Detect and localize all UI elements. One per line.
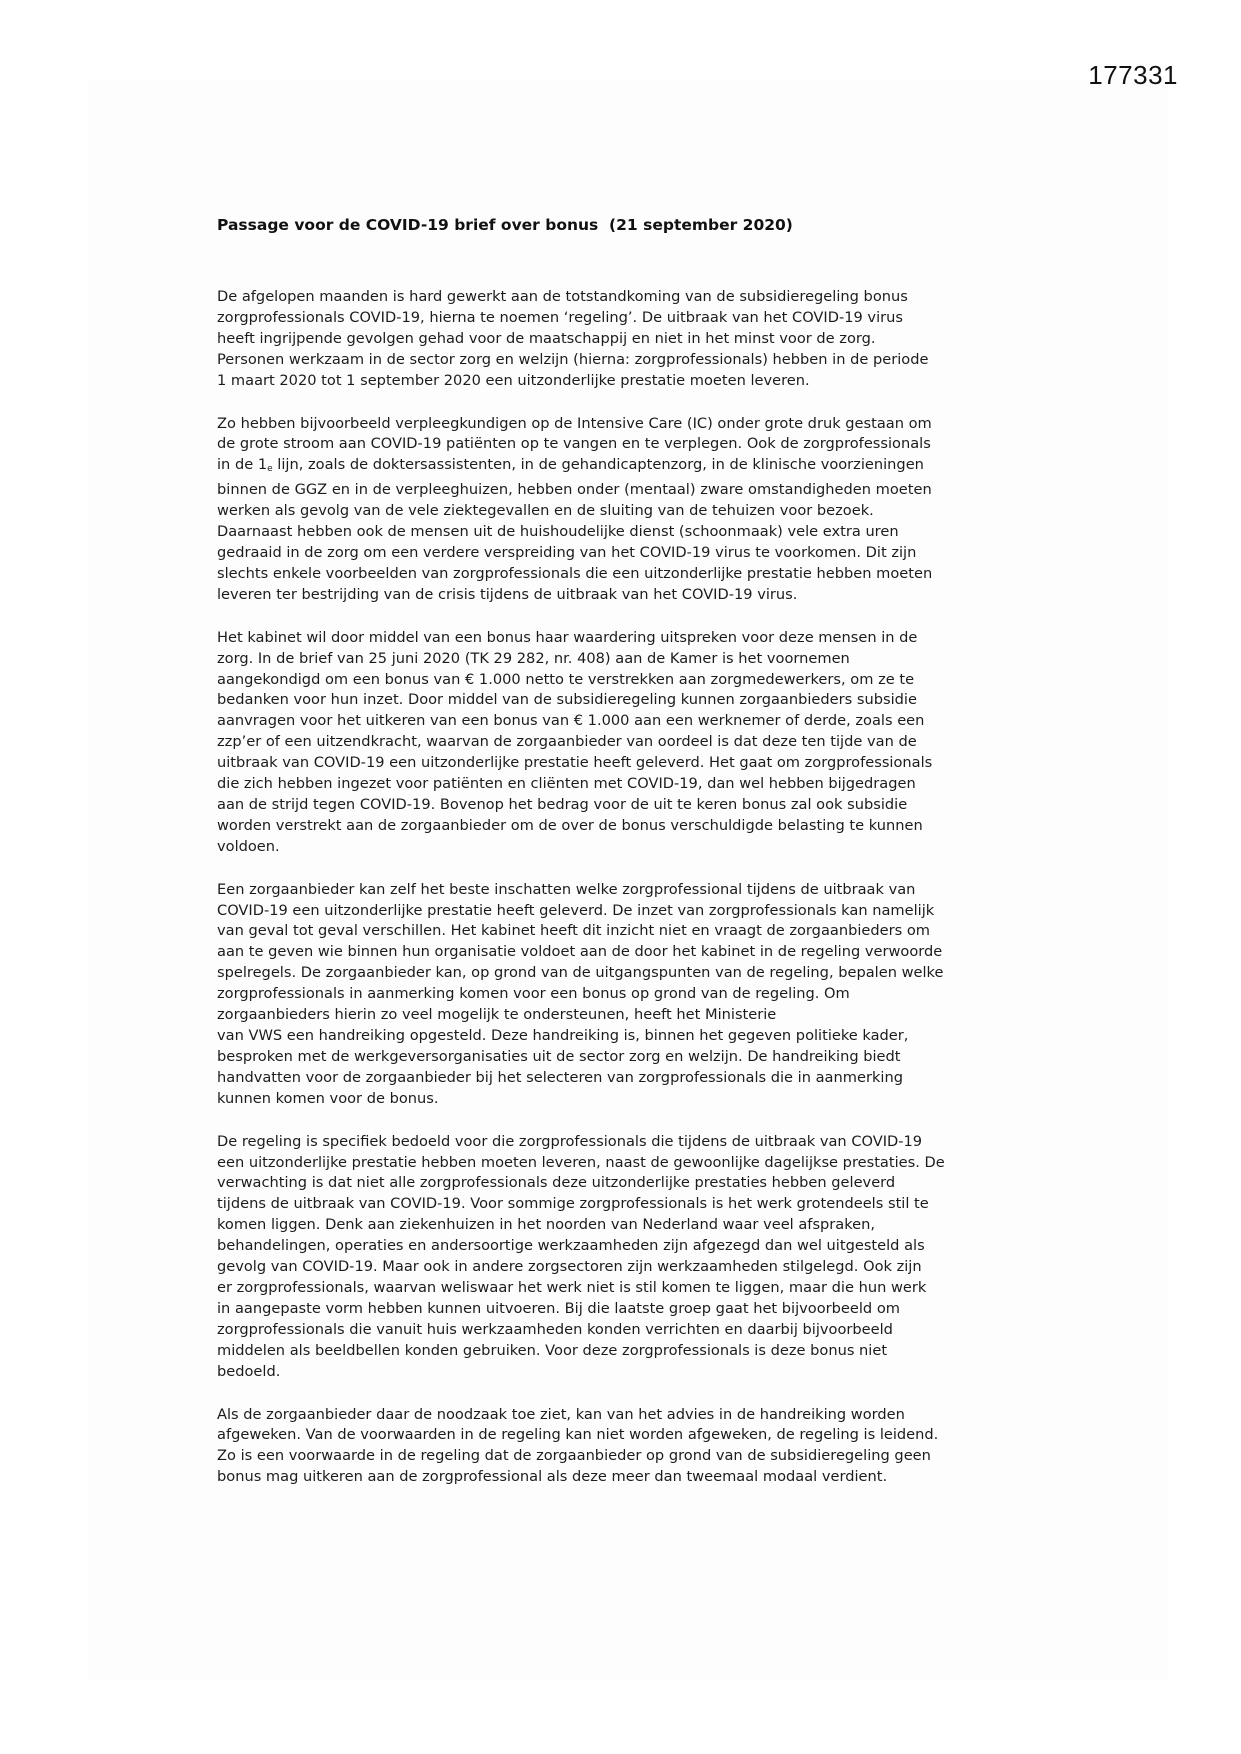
paragraph-line: leveren ter bestrijding van de crisis tijdens de uitbraak van het COVID-19 virus. (217, 585, 798, 603)
paragraph-line: De afgelopen maanden is hard gewerkt aan de totstandkoming van de subsidieregeling bonus (217, 288, 908, 305)
paragraph (217, 287, 1032, 392)
paragraph-line: de grote stroom aan COVID-19 patiënten op te vangen en te verplegen. Ook de zorgprofessionals (217, 435, 931, 453)
paragraph-line: Zo is een voorwaarde in de regeling dat de zorgaanbieder op grond van de subsidieregeling geen (217, 1447, 931, 1465)
paragraph (217, 1132, 1032, 1383)
paragraph-line: Zo hebben bijvoorbeeld verpleegkundigen op de Intensive Care (IC) onder grote druk gestaan om (217, 414, 932, 432)
document-number: 177331 (1088, 60, 1178, 90)
paragraph-line: slechts enkele voorbeelden van zorgprofessionals die een uitzonderlijke prestatie hebben moeten (217, 564, 933, 582)
paragraph-line: zorg. In de brief van 25 juni 2020 (TK 29 282, nr. 408) aan de Kamer is het voornemen (217, 649, 850, 667)
paragraph-line: 1 maart 2020 tot 1 september 2020 een uitzonderlijke prestatie moeten leveren. (217, 371, 810, 389)
paragraph-line: zzp’er of een uitzendkracht, waarvan de zorgaanbieder van oordeel is dat deze ten tijde van de (217, 733, 917, 751)
paragraph-line: kunnen komen voor de bonus. (217, 1089, 439, 1107)
paragraph-line: bonus mag uitkeren aan de zorgprofessional als deze meer dan tweemaal modaal verdient. (217, 1468, 888, 1486)
paragraph-line: uitbraak van COVID-19 een uitzonderlijke prestatie heeft geleverd. Het gaat om zorgprofessionals (217, 754, 933, 772)
paragraph-line: in aangepaste vorm hebben kunnen uitvoeren. Bij die laatste groep gaat het bijvoorbeeld om (217, 1299, 900, 1317)
paragraph-line: aanvragen voor het uitkeren van een bonus van € 1.000 aan een werknemer of derde, zoals een (217, 712, 925, 730)
paragraph-line: Het kabinet wil door middel van een bonus haar waardering uitspreken voor deze mensen in de (217, 628, 918, 646)
paragraph (217, 414, 1032, 606)
paragraph-line: komen liggen. Denk aan ziekenhuizen in het noorden van Nederland waar veel afspraken, (217, 1216, 876, 1234)
paragraph-line: werken als gevolg van de vele ziektegevallen en de sluiting van de tehuizen voor bezoek. (217, 502, 874, 520)
paragraph-line: gedraaid in de zorg om een verdere verspreiding van het COVID-19 virus te voorkomen. Dit zijn (217, 543, 917, 561)
paragraph-line: een uitzonderlijke prestatie hebben moeten leveren, naast de gewoonlijke dagelijkse prestaties. De (217, 1153, 945, 1171)
paragraph-line: Personen werkzaam in de sector zorg en welzijn (hierna: zorgprofessionals) hebben in de periode (217, 350, 929, 368)
paragraph-line: Een zorgaanbieder kan zelf het beste inschatten welke zorgprofessional tijdens de uitbraak van (217, 880, 916, 898)
paragraph-line: besproken met de werkgeversorganisaties uit de sector zorg en welzijn. De handreiking biedt (217, 1047, 901, 1065)
paragraph-line: zorgaanbieders hierin zo veel mogelijk te ondersteunen, heeft het Ministerie (217, 1006, 777, 1024)
paragraph-line: De regeling is specifiek bedoeld voor die zorgprofessionals die tijdens de uitbraak van COVID-19 (217, 1132, 923, 1150)
paragraph-line: zorgprofessionals die vanuit huis werkzaamheden konden verrichten en daarbij bijvoorbeeld (217, 1320, 893, 1338)
paragraph-line: behandelingen, operaties en andersoortige werkzaamheden zijn afgezegd dan wel uitgesteld als (217, 1237, 925, 1255)
paragraph-line: er zorgprofessionals, waarvan weliswaar het werk niet is stil komen te liggen, maar die hun werk (217, 1278, 927, 1296)
paragraph-line: zorgprofessionals COVID-19, hierna te noemen ‘regeling’. De uitbraak van het COVID-19 virus (217, 308, 903, 326)
paragraph-line: middelen als beeldbellen konden gebruiken. Voor deze zorgprofessionals is deze bonus niet (217, 1341, 888, 1359)
paragraph-line: voldoen. (217, 837, 280, 855)
paragraph-line: van geval tot geval verschillen. Het kabinet heeft dit inzicht niet en vraagt de zorgaanbieders om (217, 922, 931, 940)
paragraph-line: COVID-19 een uitzonderlijke prestatie heeft geleverd. De inzet van zorgprofessionals kan namelijk (217, 901, 935, 919)
paragraph (217, 628, 1032, 858)
paragraph (217, 1405, 1032, 1489)
paragraph-line: verwachting is dat niet alle zorgprofessionals deze uitzonderlijke prestaties hebben geleverd (217, 1174, 896, 1192)
paragraph-line: bedoeld. (217, 1362, 281, 1380)
paragraph-line: die zich hebben ingezet voor patiënten en cliënten met COVID-19, dan wel hebben bijgedragen (217, 775, 916, 793)
paragraph-line: binnen de GGZ en in de verpleeghuizen, hebben onder (mentaal) zware omstandigheden moeten (217, 481, 932, 499)
paragraph-line: worden verstrekt aan de zorgaanbieder om de over de bonus verschuldigde belasting te kunnen (217, 816, 923, 834)
paragraph-line: zorgprofessionals in aanmerking komen voor een bonus op grond van de regeling. Om (217, 985, 850, 1003)
paragraph-line: aan de strijd tegen COVID-19. Bovenop het bedrag voor de uit te keren bonus zal ook subsidie (217, 795, 908, 813)
paragraph-line: tijdens de uitbraak van COVID-19. Voor sommige zorgprofessionals is het werk grotendeels stil te (217, 1195, 929, 1213)
document-title: Passage voor de COVID-19 brief over bonus (21 september 2020) (217, 216, 793, 234)
paragraph-line: handvatten voor de zorgaanbieder bij het selecteren van zorgprofessionals die in aanmerking (217, 1068, 903, 1086)
paragraph-line: aan te geven wie binnen hun organisatie voldoet aan de door het kabinet in de regeling verwoorde (217, 943, 943, 961)
paragraph-line: heeft ingrijpende gevolgen gehad voor de maatschappij en niet in het minst voor de zorg. (217, 329, 876, 347)
paragraph-line: in de $1_e$ lijn, zoals de doktersassistenten, in de gehandicaptenzorg, in de klinische voorzieningen (217, 456, 924, 475)
paragraph-line: Als de zorgaanbieder daar de noodzaak toe ziet, kan van het advies in de handreiking worden (217, 1405, 905, 1423)
paragraph-line: bedanken voor hun inzet. Door middel van de subsidieregeling kunnen zorgaanbieders subsidie (217, 691, 917, 709)
document-body (217, 287, 1032, 1510)
paragraph-line: van VWS een handreiking opgesteld. Deze handreiking is, binnen het gegeven politieke kader, (217, 1027, 909, 1044)
paragraph-line: aangekondigd om een bonus van € 1.000 netto te verstrekken aan zorgmedewerkers, om ze te (217, 670, 915, 688)
paragraph-line: spelregels. De zorgaanbieder kan, op grond van de uitgangspunten van de regeling, bepalen welke (217, 964, 944, 982)
paragraph-line: Daarnaast hebben ook de mensen uit de huishoudelijke dienst (schoonmaak) vele extra uren (217, 523, 899, 541)
paragraph-line: gevolg van COVID-19. Maar ook in andere zorgsectoren zijn werkzaamheden stilgelegd. Ook zijn (217, 1258, 922, 1276)
paragraph (217, 880, 1032, 1110)
paragraph-line: afgeweken. Van de voorwaarden in de regeling kan niet worden afgeweken, de regeling is leidend. (217, 1426, 939, 1444)
